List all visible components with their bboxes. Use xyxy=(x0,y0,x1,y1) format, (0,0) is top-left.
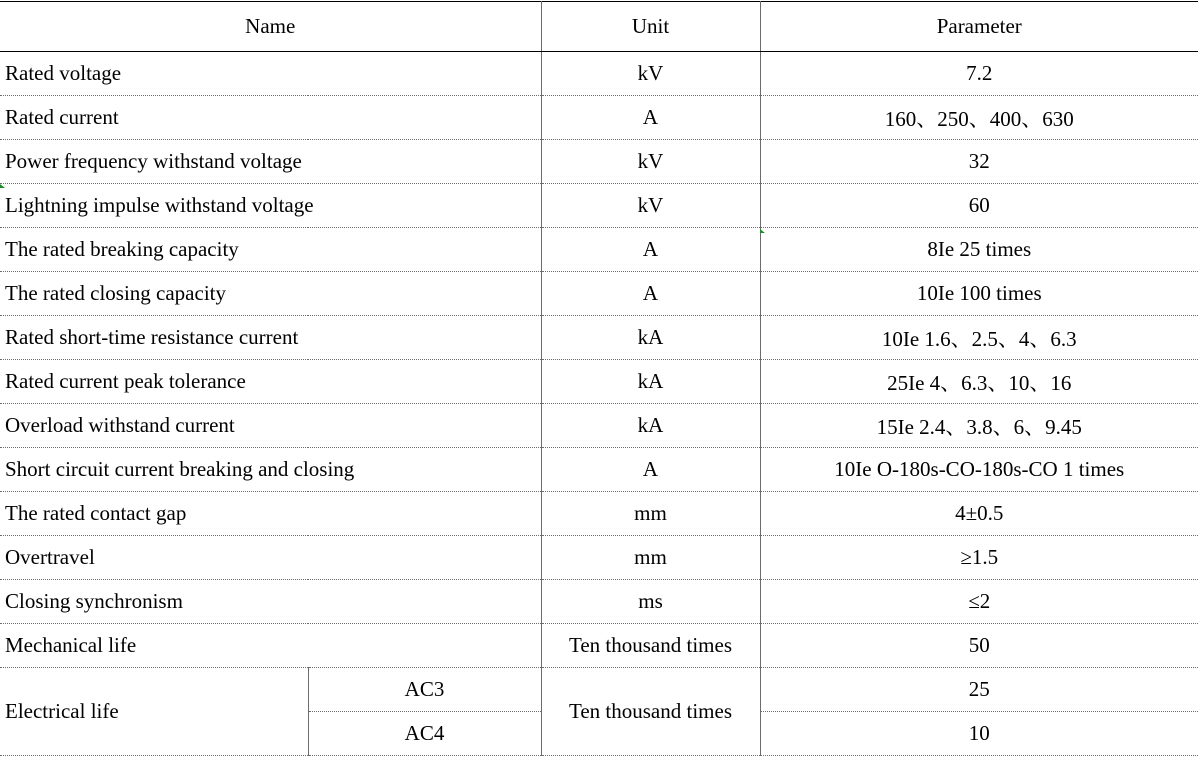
row-unit: mm xyxy=(541,492,760,536)
row-parameter: 4±0.5 xyxy=(760,492,1198,536)
row-unit: Ten thousand times xyxy=(541,624,760,668)
row-parameter: 10Ie 100 times xyxy=(760,272,1198,316)
table-row xyxy=(0,140,1198,184)
cell-marker xyxy=(0,184,5,188)
table-row xyxy=(0,272,1198,316)
electrical-life-parameter: 25 xyxy=(760,668,1198,712)
row-unit: kA xyxy=(541,404,760,448)
row-unit: kA xyxy=(541,360,760,404)
row-name: The rated closing capacity xyxy=(0,272,541,316)
table-row xyxy=(0,52,1198,96)
table-row xyxy=(0,624,1198,668)
row-unit: ms xyxy=(541,580,760,624)
row-name: Mechanical life xyxy=(0,624,541,668)
table-row xyxy=(0,96,1198,140)
table-row xyxy=(0,404,1198,448)
row-parameter: 25Ie 4、6.3、10、16 xyxy=(760,360,1198,404)
table-row xyxy=(0,580,1198,624)
row-name: Rated current xyxy=(0,96,541,140)
row-parameter: 8Ie 25 times xyxy=(760,228,1198,272)
row-parameter: 10Ie O-180s-CO-180s-CO 1 times xyxy=(760,448,1198,492)
row-unit: kA xyxy=(541,316,760,360)
cell-marker xyxy=(760,229,765,233)
row-parameter: ≤2 xyxy=(760,580,1198,624)
row-unit: kV xyxy=(541,184,760,228)
electrical-life-label: Electrical life xyxy=(0,668,308,756)
row-name: Lightning impulse withstand voltage xyxy=(0,184,541,228)
row-unit: kV xyxy=(541,140,760,184)
row-name: The rated breaking capacity xyxy=(0,228,541,272)
row-unit: A xyxy=(541,96,760,140)
electrical-life-parameter: 10 xyxy=(760,712,1198,756)
table-row xyxy=(0,316,1198,360)
row-name: Short circuit current breaking and closing xyxy=(0,448,541,492)
row-name: Power frequency withstand voltage xyxy=(0,140,541,184)
row-name: The rated contact gap xyxy=(0,492,541,536)
row-name: Rated current peak tolerance xyxy=(0,360,541,404)
row-parameter: ≥1.5 xyxy=(760,536,1198,580)
table-row xyxy=(0,184,1198,228)
row-parameter: 60 xyxy=(760,184,1198,228)
row-parameter: 7.2 xyxy=(760,52,1198,96)
electrical-life-category: AC3 xyxy=(308,668,541,712)
row-name: Overload withstand current xyxy=(0,404,541,448)
row-parameter: 50 xyxy=(760,624,1198,668)
row-unit: A xyxy=(541,272,760,316)
row-name: Rated short-time resistance current xyxy=(0,316,541,360)
table-header-row xyxy=(0,2,1198,52)
electrical-life-unit: Ten thousand times xyxy=(541,668,760,756)
row-unit: mm xyxy=(541,536,760,580)
parameter-table xyxy=(0,1,1198,756)
table-row xyxy=(0,492,1198,536)
row-name: Closing synchronism xyxy=(0,580,541,624)
row-parameter: 15Ie 2.4、3.8、6、9.45 xyxy=(760,404,1198,448)
column-header-parameter: Parameter xyxy=(760,2,1198,52)
row-unit: A xyxy=(541,448,760,492)
row-name: Overtravel xyxy=(0,536,541,580)
row-parameter: 32 xyxy=(760,140,1198,184)
row-parameter: 160、250、400、630 xyxy=(760,96,1198,140)
column-header-unit: Unit xyxy=(541,2,760,52)
table-row xyxy=(0,360,1198,404)
row-name: Rated voltage xyxy=(0,52,541,96)
row-parameter: 10Ie 1.6、2.5、4、6.3 xyxy=(760,316,1198,360)
column-header-name: Name xyxy=(0,2,541,52)
row-unit: A xyxy=(541,228,760,272)
electrical-life-category: AC4 xyxy=(308,712,541,756)
row-unit: kV xyxy=(541,52,760,96)
electrical-life-row-ac3 xyxy=(0,668,1198,712)
table-row xyxy=(0,448,1198,492)
table-row xyxy=(0,536,1198,580)
table-row xyxy=(0,228,1198,272)
